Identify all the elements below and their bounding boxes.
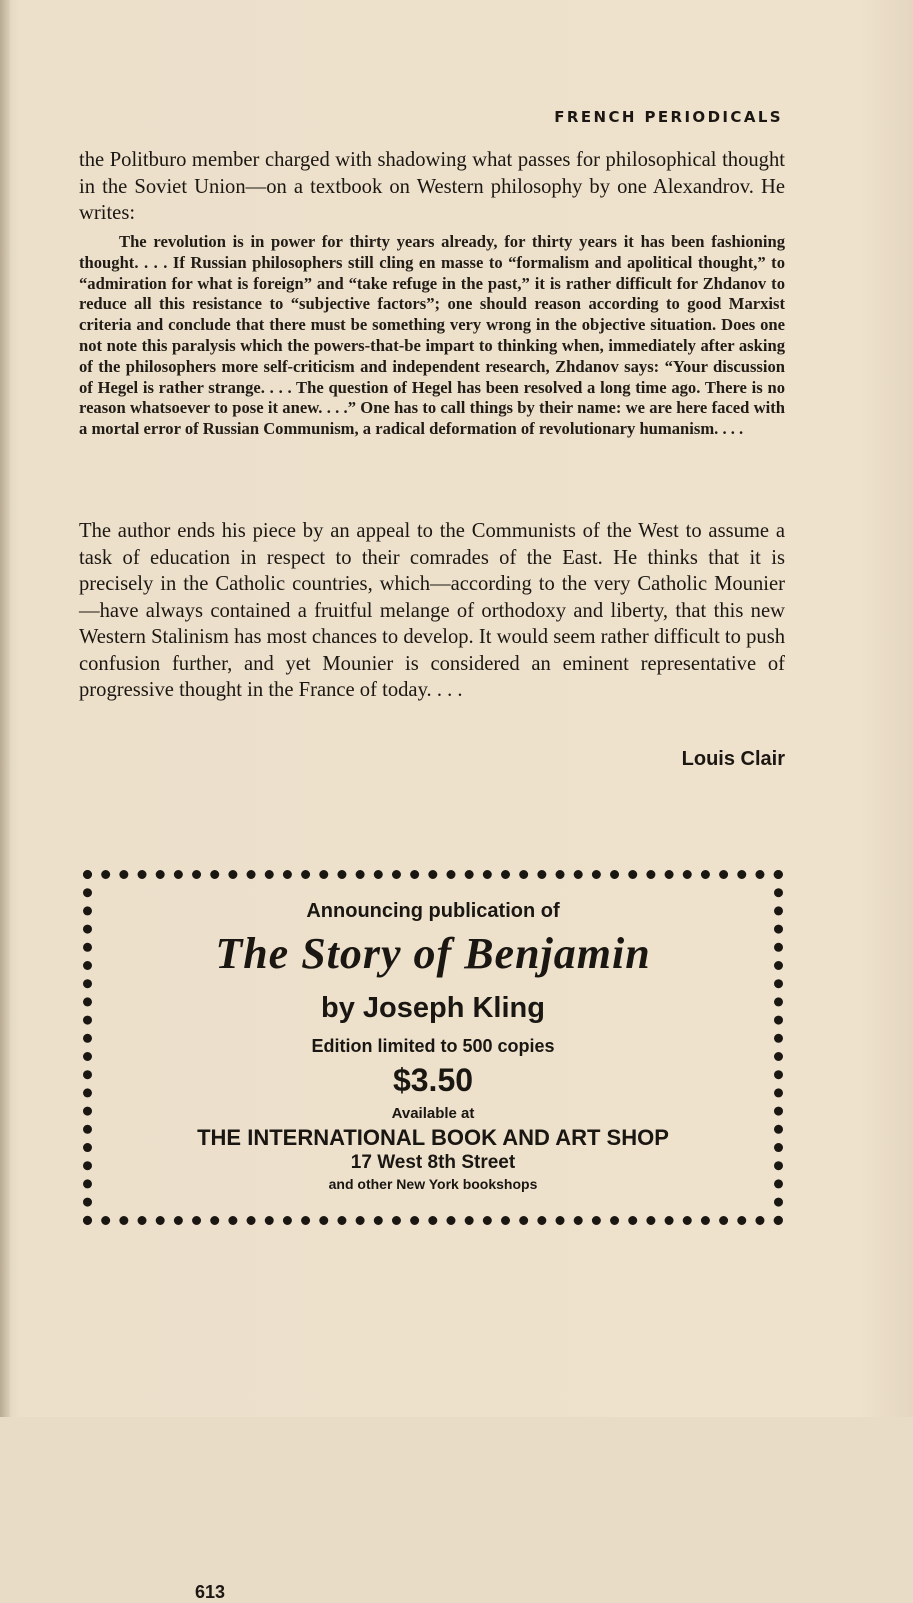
- ad-book-title: The Story of Benjamin: [215, 929, 651, 978]
- ad-price: $3.50: [392, 1062, 474, 1098]
- ad-shop-address: 17 West 8th Street: [350, 1152, 516, 1173]
- ad-available-at: Available at: [391, 1105, 475, 1122]
- running-head: FRENCH PERIODICALS: [554, 108, 783, 126]
- ad-author: by Joseph Kling: [321, 992, 545, 1024]
- ad-other-shops: and other New York bookshops: [328, 1176, 538, 1192]
- block-quote: The revolution is in power for thirty years already, for thirty years it has been fashioning thought. . . . If Russian philosophers still cling en masse to “formalism and apolitical thought,” to “admiration for what is foreign” and “take refuge in the past,” it is rather difficult for Zhdanov to reduce all this resistance to “subjective factors”; one should reason according to good Marxist criteria and conclude that there must be something very wrong in the objective situation. Does one not note this paralysis which the powers-that-be impart to thinking when, immediately after asking of the philosophers more self-criticism and independent research, Zhdanov says: “Your discussion of Hegel is rather strange. . . . The question of Hegel has been resolved a long time ago. There is no reason whatsoever to pose it anew. . . .” One has to call things by their name: we are here faced with a mortal error of Russian Communism, a radical deformation of revolutionary humanism. . . .: [79, 232, 785, 439]
- ad-shop-name: THE INTERNATIONAL BOOK AND ART SHOP: [197, 1125, 669, 1150]
- book-spine-shadow: [0, 0, 10, 1417]
- ad-announcing: Announcing publication of: [306, 900, 560, 922]
- author-signature: Louis Clair: [681, 748, 785, 770]
- paragraph-intro: the Politburo member charged with shadowing what passes for philosophical thought in the Soviet Union—on a textbook on Western philosophy by one Alexandrov. He writes:: [79, 149, 785, 224]
- page-number: 613: [195, 1582, 226, 1602]
- ad-edition-note: Edition limited to 500 copies: [311, 1036, 555, 1056]
- paragraph-conclusion: The author ends his piece by an appeal to the Communists of the West to assume a task of education in respect to their comrades of the East. He thinks that it is precisely in the Catholic countries, which—according to the very Catholic Mounier—have always contained a fruitful melange of orthodoxy and liberty, that this new Western Stalinism has most chances to develop. It would seem rather difficult to push confusion further, and yet Mounier is considered an eminent representative of progressive thought in the France of today. . . .: [79, 520, 786, 701]
